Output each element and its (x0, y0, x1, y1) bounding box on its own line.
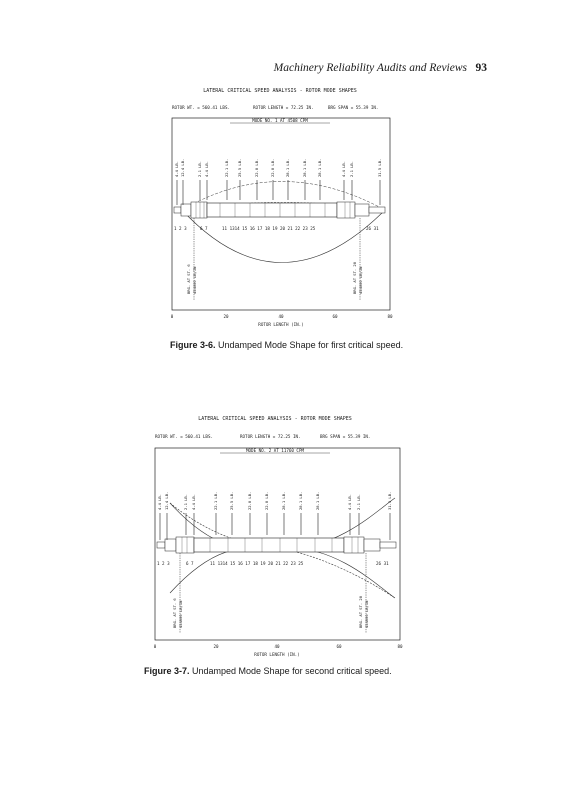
svg-text:80: 80 (397, 644, 403, 649)
svg-text:25.5 LB.: 25.5 LB. (237, 158, 242, 177)
bearing-span-text: BRG SPAN = 55.39 IN. (328, 105, 379, 110)
mode-shape-plot-2 (140, 408, 410, 658)
svg-text:60: 60 (332, 314, 338, 319)
rotor-shaft (157, 537, 396, 553)
svg-text:22.8 LB.: 22.8 LB. (270, 158, 275, 177)
bearing-left-label (172, 598, 183, 628)
svg-text:12.4 LB.: 12.4 LB. (180, 158, 185, 177)
svg-text:20: 20 (213, 644, 219, 649)
mode-shape-envelope-lower (170, 547, 395, 598)
bearing-left-label (186, 264, 197, 294)
svg-text:40: 40 (274, 644, 280, 649)
svg-text:2.1 LB.: 2.1 LB. (356, 493, 361, 510)
svg-text:40: 40 (278, 314, 284, 319)
svg-text:454000 LB/IN: 454000 LB/IN (364, 600, 369, 628)
svg-text:4.4 LB.: 4.4 LB. (341, 160, 346, 177)
svg-text:28.1 LB.: 28.1 LB. (317, 158, 322, 177)
svg-text:0: 0 (153, 644, 157, 649)
svg-text:22.8 LB.: 22.8 LB. (247, 491, 252, 510)
svg-text:22.8 LB.: 22.8 LB. (254, 158, 259, 177)
svg-text:454000 LB/IN: 454000 LB/IN (192, 266, 197, 294)
svg-text:22.1 LB.: 22.1 LB. (224, 158, 229, 177)
svg-text:0: 0 (170, 314, 174, 319)
caption-label: Figure 3-6. (170, 340, 216, 350)
svg-text:4.4 LB.: 4.4 LB. (347, 493, 352, 510)
svg-text:22.8 LB.: 22.8 LB. (264, 491, 269, 510)
svg-text:1 2 3: 1 2 3 (157, 561, 170, 566)
rotor-length-text: ROTOR LENGTH = 72.25 IN. (240, 434, 301, 439)
svg-text:454000 LB/IN: 454000 LB/IN (358, 266, 363, 294)
caption-label: Figure 3-7. (144, 666, 190, 676)
bearing-right-label (352, 261, 363, 294)
running-header (0, 62, 565, 78)
weight-labels (174, 159, 382, 177)
weight-arrows (177, 180, 380, 205)
rotor-weight-text: ROTOR WT. = 560.41 LBS. (172, 105, 230, 110)
svg-text:6 7: 6 7 (186, 561, 194, 566)
figure-3-6 (160, 80, 400, 330)
svg-text:11 1314 15 16 17 1: 11 1314 15 16 17 18 19 20 21 22 23 25 (222, 226, 316, 231)
rotor-shaft (174, 202, 385, 218)
svg-text:454000 LB/IN: 454000 LB/IN (178, 600, 183, 628)
rotor-weight-text: ROTOR WT. = 560.41 LBS. (155, 434, 213, 439)
caption-text: Undamped Mode Shape for first critical speed. (215, 340, 404, 350)
svg-text:4.4 LB.: 4.4 LB. (174, 160, 179, 177)
weight-labels (157, 492, 392, 510)
plot-title: LATERAL CRITICAL SPEED ANALYSIS - ROTOR MODE SHAPES (198, 416, 352, 422)
svg-text:80: 80 (387, 314, 393, 319)
x-axis-label: ROTOR LENGTH (IN.) (254, 652, 300, 657)
station-labels (157, 561, 389, 566)
svg-text:1 2 3: 1 2 3 (174, 226, 187, 231)
x-axis (154, 644, 403, 657)
svg-text:28.1 LB.: 28.1 LB. (285, 158, 290, 177)
plot-title: LATERAL CRITICAL SPEED ANALYSIS - ROTOR MODE SHAPES (203, 88, 357, 94)
svg-text:25.5 LB.: 25.5 LB. (229, 491, 234, 510)
bearing-right-label (358, 595, 369, 628)
mode-label: MODE NO. 2 AT 11760 CPM (246, 448, 304, 453)
svg-text:28.1 LB.: 28.1 LB. (281, 491, 286, 510)
svg-text:60: 60 (336, 644, 342, 649)
svg-text:28.1 LB.: 28.1 LB. (315, 491, 320, 510)
caption-text: Undamped Mode Shape for second critical speed. (189, 666, 392, 676)
svg-text:22.1 LB.: 22.1 LB. (213, 491, 218, 510)
svg-text:26 31: 26 31 (366, 226, 379, 231)
svg-text:2.1 LB.: 2.1 LB. (349, 160, 354, 177)
svg-text:2.1 LB.: 2.1 LB. (183, 493, 188, 510)
svg-text:26 31: 26 31 (376, 561, 389, 566)
svg-text:12.4 LB.: 12.4 LB. (164, 491, 169, 510)
figure-3-7 (140, 408, 410, 658)
svg-text:BRG. AT ST. 28: BRG. AT ST. 28 (352, 261, 357, 294)
x-axis-label: ROTOR LENGTH (IN.) (258, 322, 304, 327)
svg-text:20: 20 (223, 314, 229, 319)
svg-text:31.5 LB.: 31.5 LB. (377, 158, 382, 177)
figure-3-6-caption (170, 340, 403, 350)
svg-text:4.4 LB.: 4.4 LB. (191, 493, 196, 510)
svg-text:31.5 LB.: 31.5 LB. (387, 491, 392, 510)
mode-label: MODE NO. 1 AT 4508 CPM (252, 118, 308, 123)
page-number: 93 (475, 62, 487, 74)
svg-text:BRG. AT ST. 6: BRG. AT ST. 6 (172, 598, 177, 628)
svg-text:6 7: 6 7 (200, 226, 208, 231)
svg-text:28.1 LB.: 28.1 LB. (298, 491, 303, 510)
svg-text:4.4 LB.: 4.4 LB. (157, 493, 162, 510)
svg-text:4.4 LB.: 4.4 LB. (204, 160, 209, 177)
running-title: Machinery Reliability Audits and Reviews (273, 62, 467, 74)
svg-text:BRG. AT ST. 28: BRG. AT ST. 28 (358, 595, 363, 628)
x-axis (171, 314, 393, 327)
bearing-span-text: BRG SPAN = 55.39 IN. (320, 434, 371, 439)
figure-3-7-caption (144, 666, 392, 676)
rotor-length-text: ROTOR LENGTH = 72.25 IN. (253, 105, 314, 110)
mode-shape-plot-1 (160, 80, 400, 330)
svg-text:2.1 LB.: 2.1 LB. (197, 160, 202, 177)
svg-text:28.1 LB.: 28.1 LB. (302, 158, 307, 177)
station-labels (174, 226, 379, 231)
svg-text:BRG. AT ST. 6: BRG. AT ST. 6 (186, 264, 191, 294)
svg-text:11 1314 15 16 17 1: 11 1314 15 16 17 18 19 20 21 22 23 25 (210, 561, 304, 566)
